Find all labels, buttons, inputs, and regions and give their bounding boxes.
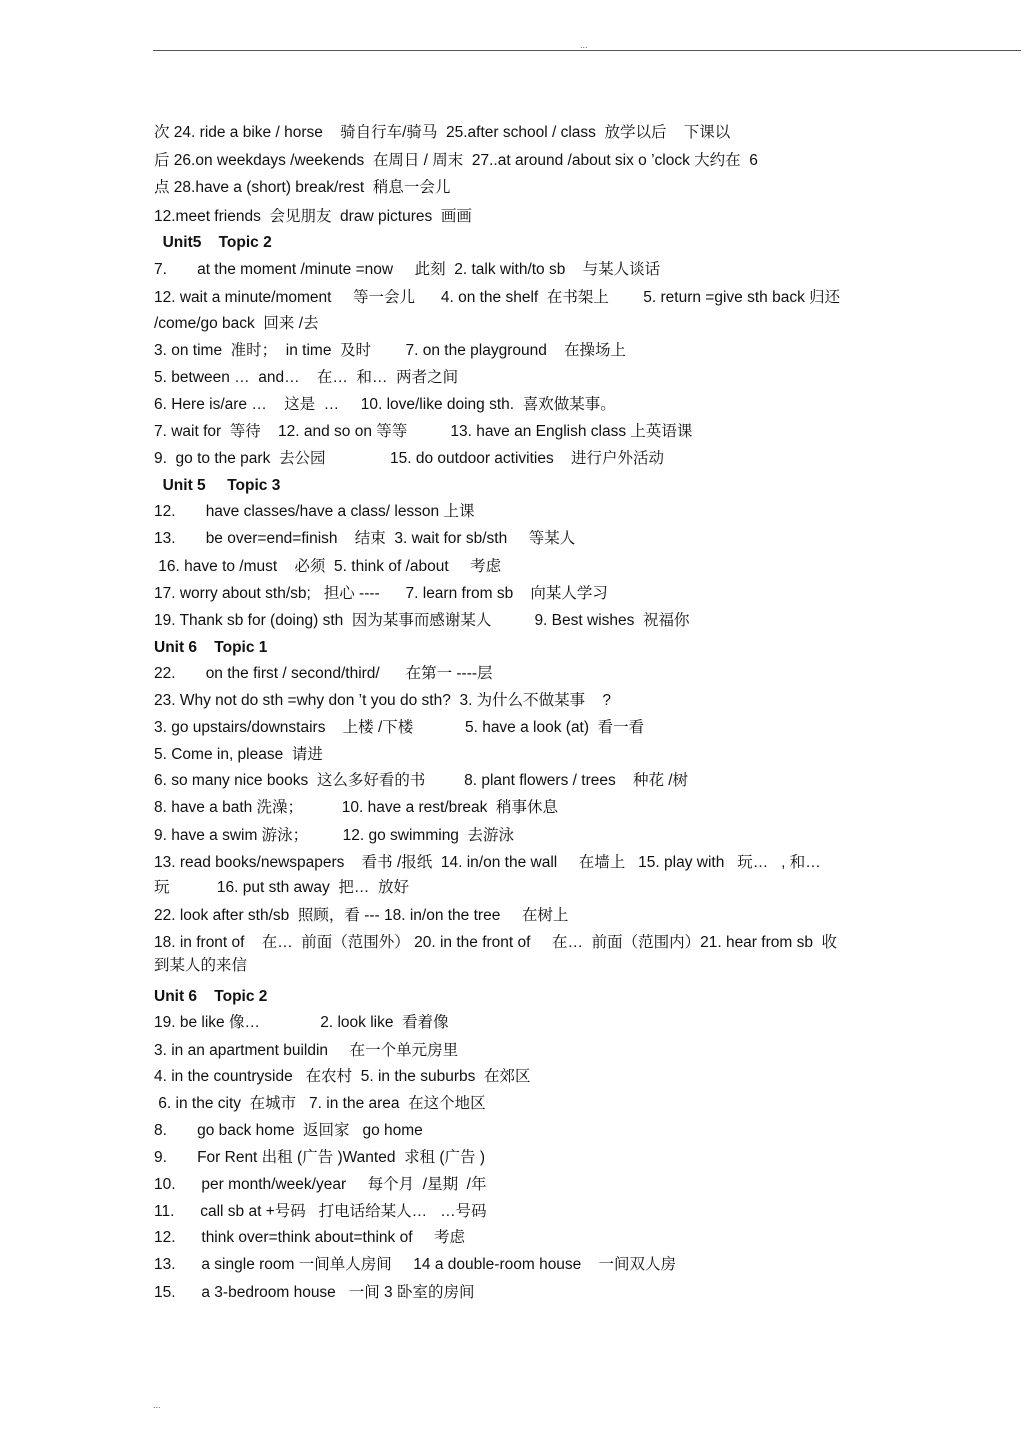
section-heading: Unit 6 Topic 2 (154, 988, 268, 1005)
section-heading: Unit5 Topic 2 (154, 234, 272, 251)
vocab-line: 17. worry about sth/sb; 担心 ---- 7. learn from sb 向某人学习 (154, 585, 608, 602)
vocab-line: 玩 16. put sth away 把… 放好 (154, 879, 409, 896)
vocab-line: 12. wait a minute/moment 等一会儿 4. on the shelf 在书架上 5. return =give sth back 归还 (154, 289, 841, 306)
vocab-line: 9. go to the park 去公园 15. do outdoor activities 进行户外活动 (154, 450, 664, 467)
vocab-line: 点 28.have a (short) break/rest 稍息一会儿 (154, 179, 451, 196)
vocab-line: 3. go upstairs/downstairs 上楼 /下楼 5. have a look (at) 看一看 (154, 719, 645, 736)
vocab-line: 22. on the first / second/third/ 在第一 ----层 (154, 665, 493, 682)
vocab-line: 6. in the city 在城市 7. in the area 在这个地区 (154, 1095, 486, 1112)
section-heading: Unit 6 Topic 1 (154, 639, 268, 656)
vocab-line: 到某人的来信 (154, 957, 248, 974)
vocab-line: /come/go back 回来 /去 (154, 315, 319, 332)
vocab-line: 12.meet friends 会见朋友 draw pictures 画画 (154, 208, 472, 225)
vocab-line: 7. wait for 等待 12. and so on 等等 13. have an English class 上英语课 (154, 423, 693, 440)
vocab-line: 6. Here is/are … 这是 … 10. love/like doing sth. 喜欢做某事。 (154, 396, 616, 413)
vocab-line: 16. have to /must 必须 5. think of /about 考虑 (154, 558, 502, 575)
vocab-line: 5. Come in, please 请进 (154, 746, 323, 763)
vocab-line: 后 26.on weekdays /weekends 在周日 / 周末 27..at around /about six o ’clock 大约在 6 (154, 152, 758, 169)
vocab-line: 4. in the countryside 在农村 5. in the suburbs 在郊区 (154, 1068, 531, 1085)
section-heading: Unit 5 Topic 3 (154, 477, 281, 494)
vocab-line: 10. per month/week/year 每个月 /星期 /年 (154, 1176, 487, 1193)
vocab-line: 13. be over=end=finish 结束 3. wait for sb/sth 等某人 (154, 530, 576, 547)
vocab-line: 7. at the moment /minute =now 此刻 2. talk with/to sb 与某人谈话 (154, 261, 661, 278)
vocab-line: 13. read books/newspapers 看书 /报纸 14. in/on the wall 在墙上 15. play with 玩… , 和… (154, 854, 821, 871)
vocab-line: 6. so many nice books 这么多好看的书 8. plant flowers / trees 种花 /树 (154, 772, 689, 789)
header-marker: ... (580, 40, 588, 50)
vocab-line: 9. For Rent 出租 (广告 )Wanted 求租 (广告 ) (154, 1149, 486, 1166)
vocab-line: 5. between … and… 在… 和… 两者之间 (154, 369, 459, 386)
vocab-line: 12. think over=think about=think of 考虑 (154, 1229, 466, 1246)
vocab-line: 3. in an apartment buildin 在一个单元房里 (154, 1042, 459, 1059)
vocab-line: 22. look after sth/sb 照顾，看 --- 18. in/on the tree 在树上 (154, 907, 569, 924)
vocab-line: 23. Why not do sth =why don ’t you do sth? 3. 为什么不做某事 ? (154, 692, 612, 709)
vocab-line: 18. in front of 在… 前面（范围外） 20. in the front of 在… 前面（范围内）21. hear from sb 收 (154, 934, 838, 951)
vocab-line: 3. on time 准时； in time 及时 7. on the playground 在操场上 (154, 342, 627, 359)
vocab-line: 13. a single room 一间单人房间 14 a double-room house 一间双人房 (154, 1256, 677, 1273)
vocab-line: 15. a 3-bedroom house 一间 3 卧室的房间 (154, 1284, 475, 1301)
vocab-line: 8. have a bath 洗澡； 10. have a rest/break 稍事休息 (154, 799, 559, 816)
vocab-line: 8. go back home 返回家 go home (154, 1122, 423, 1139)
vocab-line: 12. have classes/have a class/ lesson 上课 (154, 503, 475, 520)
vocab-line: 次 24. ride a bike / horse 骑自行车/骑马 25.after school / class 放学以后 下课以 (154, 124, 731, 141)
vocab-line: 9. have a swim 游泳； 12. go swimming 去游泳 (154, 827, 515, 844)
footer-marker: ... (153, 1400, 161, 1410)
vocab-line: 19. Thank sb for (doing) sth 因为某事而感谢某人 9. Best wishes 祝福你 (154, 612, 690, 629)
vocab-line: 11. call sb at +号码 打电话给某人… …号码 (154, 1203, 487, 1220)
vocab-line: 19. be like 像… 2. look like 看着像 (154, 1014, 449, 1031)
